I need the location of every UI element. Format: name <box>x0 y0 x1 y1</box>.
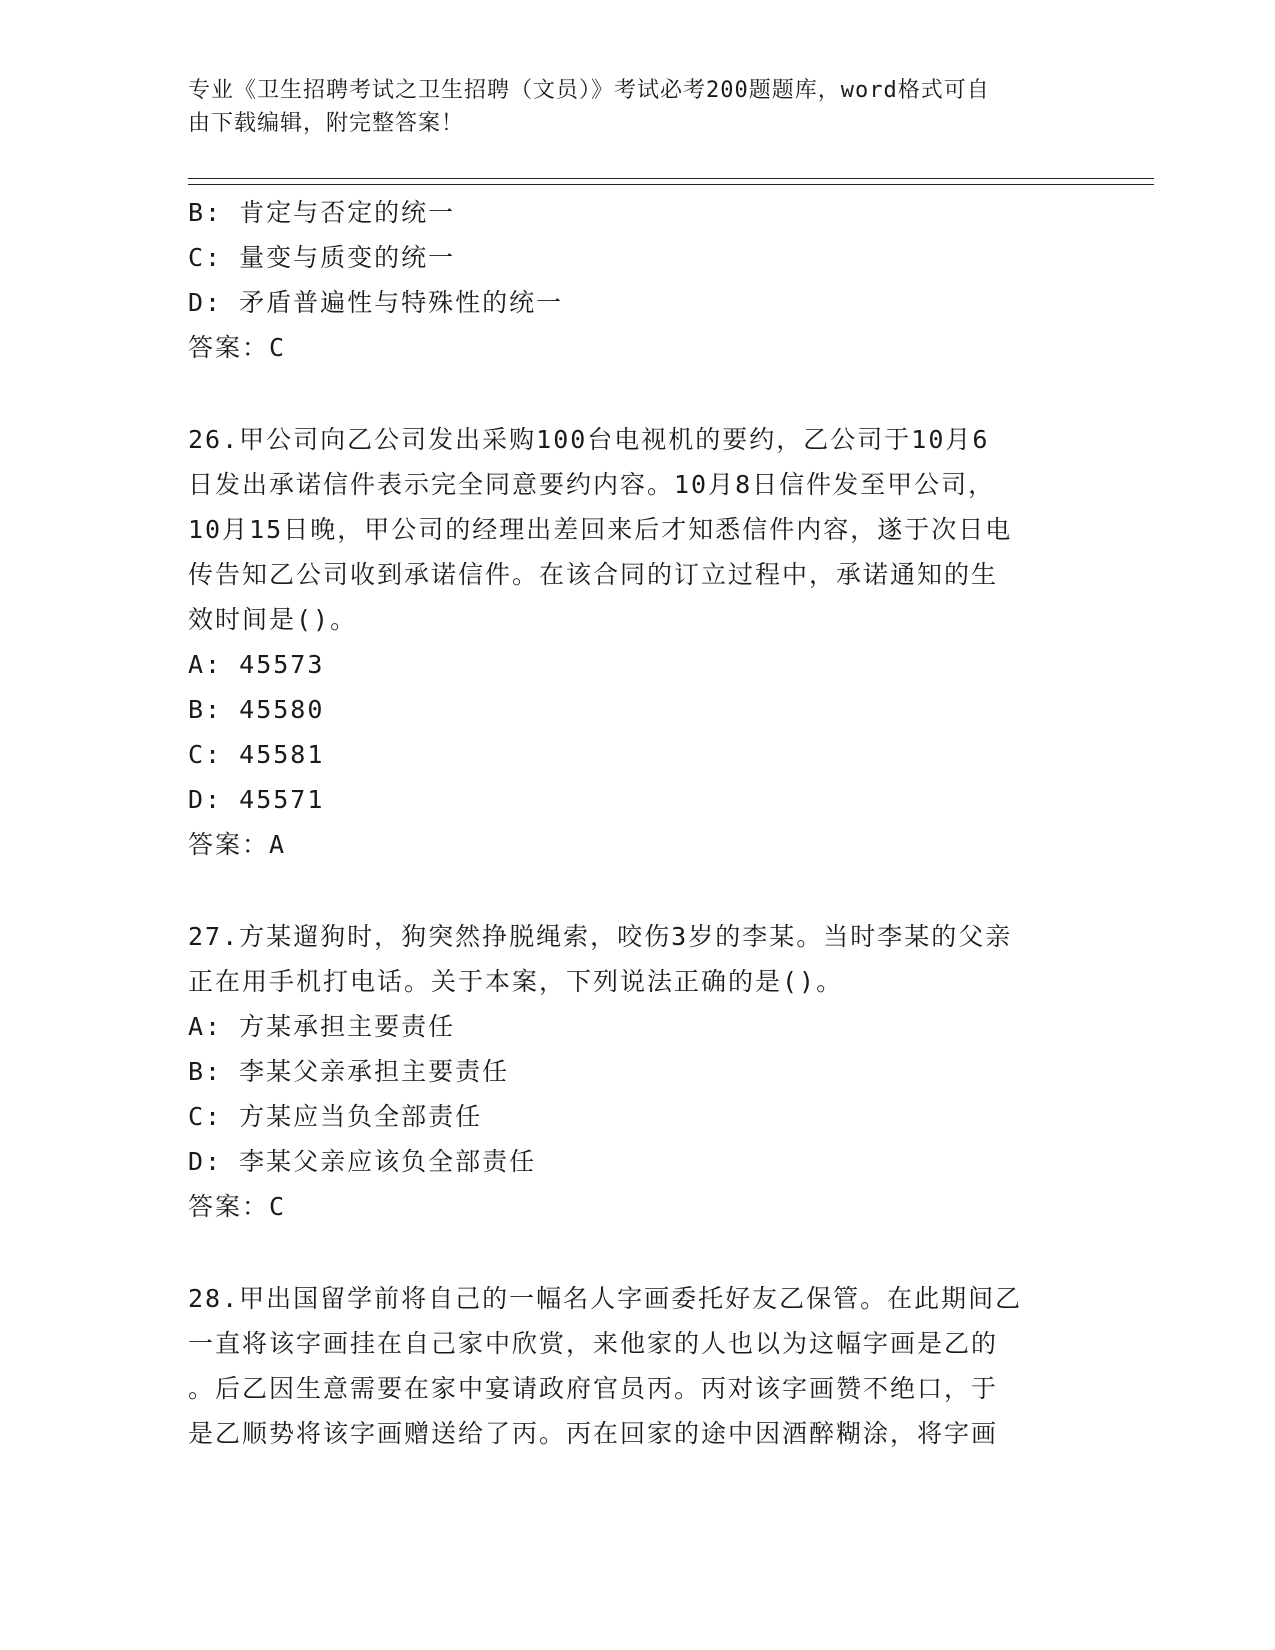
question-27 <box>188 914 1088 1230</box>
option-d: D: 45571 <box>188 785 325 814</box>
question-text-line: 日发出承诺信件表示完全同意要约内容。10月8日信件发至甲公司， <box>188 470 996 499</box>
question-text-line: 是乙顺势将该字画赠送给了丙。丙在回家的途中因酒醉糊涂，将字画 <box>188 1419 999 1448</box>
spacer <box>188 1230 1088 1276</box>
answer-line: 答案：A <box>188 830 287 859</box>
question-26 <box>188 417 1088 868</box>
document-body <box>188 190 1088 1456</box>
option-a: A: 45573 <box>188 650 325 679</box>
option-c: C: 方某应当负全部责任 <box>188 1102 483 1131</box>
header-divider-bottom <box>188 184 1154 185</box>
header-divider-top <box>188 178 1154 179</box>
answer-line: 答案：C <box>188 333 287 362</box>
question-text-line: 27.方某遛狗时，狗突然挣脱绳索，咬伤3岁的李某。当时李某的父亲 <box>188 922 1013 951</box>
header-line-1: 专业《卫生招聘考试之卫生招聘（文员）》考试必考200题题库，word格式可自 <box>188 78 990 103</box>
document-header <box>188 74 1068 140</box>
option-b: B: 45580 <box>188 695 325 724</box>
question-text-line: 26.甲公司向乙公司发出采购100台电视机的要约，乙公司于10月6 <box>188 425 990 454</box>
question-text-line: 效时间是()。 <box>188 605 358 634</box>
question-text-line: 。后乙因生意需要在家中宴请政府官员丙。丙对该字画赞不绝口，于 <box>188 1374 999 1403</box>
answer-line: 答案：C <box>188 1192 287 1221</box>
question-28 <box>188 1276 1088 1456</box>
option-b: B: 肯定与否定的统一 <box>188 198 456 227</box>
option-c: C: 45581 <box>188 740 325 769</box>
question-text-line: 10月15日晚，甲公司的经理出差回来后才知悉信件内容，遂于次日电 <box>188 515 1013 544</box>
question-25-tail <box>188 190 1088 371</box>
option-b: B: 李某父亲承担主要责任 <box>188 1057 510 1086</box>
question-text-line: 传告知乙公司收到承诺信件。在该合同的订立过程中，承诺通知的生 <box>188 560 999 589</box>
question-text-line: 一直将该字画挂在自己家中欣赏，来他家的人也以为这幅字画是乙的 <box>188 1329 999 1358</box>
spacer <box>188 371 1088 417</box>
option-a: A: 方某承担主要责任 <box>188 1012 456 1041</box>
option-d: D: 矛盾普遍性与特殊性的统一 <box>188 288 564 317</box>
header-line-2: 由下载编辑，附完整答案！ <box>188 111 465 136</box>
question-text-line: 正在用手机打电话。关于本案，下列说法正确的是()。 <box>188 967 844 996</box>
question-text-line: 28.甲出国留学前将自己的一幅名人字画委托好友乙保管。在此期间乙 <box>188 1284 1023 1313</box>
option-d: D: 李某父亲应该负全部责任 <box>188 1147 537 1176</box>
spacer <box>188 868 1088 914</box>
option-c: C: 量变与质变的统一 <box>188 243 456 272</box>
